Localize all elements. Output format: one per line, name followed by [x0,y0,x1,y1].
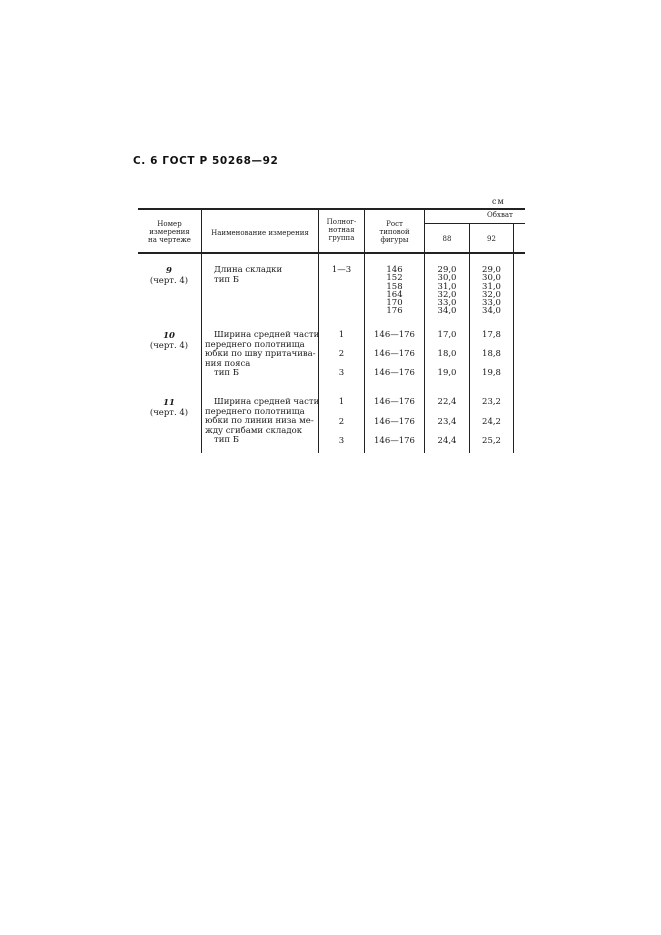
name-line: Ширина средней части [214,397,320,407]
row-11-number [138,398,200,418]
height-value: 146—176 [374,330,415,340]
girth-value: 33,0 [437,298,457,309]
row-9-girth-88 [425,266,469,316]
header-bottom-border [138,252,525,254]
name-line: переднего полотнища [205,406,305,417]
girth-value: 19,8 [482,368,501,378]
girth-value: 22,4 [437,397,457,407]
height-value: 152 [386,273,403,284]
height-value: 164 [386,289,403,300]
header-measurement-number [138,220,201,244]
group-value: 2 [338,417,345,427]
row-10-number [138,331,200,351]
girth-value: 34,0 [437,306,457,317]
drawing-ref: (черт. 4) [149,341,189,351]
girth-value: 34,0 [482,306,501,317]
name-line: юбки по линии низа ме- [205,416,314,426]
header-line: типовой [379,228,410,236]
girth-value: 24,4 [437,436,457,446]
header-line: нотная [328,226,355,234]
height-value: 176 [386,306,403,317]
height-value: 146—176 [374,397,415,407]
header-height-group [319,218,364,242]
height-value: 170 [386,298,403,309]
page-header: С. 6 ГОСТ Р 50268—92 [133,155,279,167]
girth-value: 23,4 [437,417,457,427]
girth-value: 18,8 [482,349,501,359]
girth-value: 17,0 [437,330,457,340]
name-line: тип Б [214,435,239,445]
name-line: Ширина средней части [214,330,320,340]
header-line: на чертеже [148,236,191,244]
name-line: тип Б [214,274,239,285]
girth-value: 31,0 [482,281,501,292]
group-value: 1 [338,397,345,407]
measurement-number: 9 [166,266,172,276]
height-value: 146—176 [374,368,415,378]
girth-value: 18,0 [437,349,457,359]
name-line: жду сгибами складок [205,425,303,436]
row-9-number [138,266,200,286]
header-line: Рост [386,220,403,228]
header-line: измерения [149,228,190,236]
name-line: тип Б [214,368,239,378]
row-9-heights [365,266,424,316]
name-line: Длина складки [214,265,283,275]
header-typical-height [365,220,424,244]
row-9-group: 1—3 [331,265,352,275]
row-11-name [205,398,319,446]
row-9-name [214,266,328,285]
col-divider-6 [513,224,514,453]
girth-value: 25,2 [482,436,501,446]
unit-label: см [492,197,505,206]
height-value: 146 [386,265,403,275]
girth-value: 32,0 [437,289,457,300]
header-girth-88: 88 [442,235,452,243]
girth-value: 31,0 [437,281,457,292]
name-line: переднего полотнища [205,339,305,350]
girth-subdivider [425,223,525,224]
height-value: 146—176 [374,417,415,427]
header-girth-92: 92 [487,235,496,243]
group-value: 3 [338,368,345,378]
measurement-number: 10 [163,331,175,341]
name-line: юбки по шву притачива- [205,349,316,359]
girth-value: 29,0 [437,265,457,275]
girth-value: 29,0 [482,265,501,275]
header-girth: Обхват [487,211,513,219]
measurement-number: 11 [163,398,175,408]
girth-value: 17,8 [482,330,501,340]
drawing-ref: (черт. 4) [149,276,189,286]
header-line: фигуры [380,236,409,244]
header-measurement-name: Наименование измерения [211,229,309,237]
drawing-ref: (черт. 4) [149,408,189,418]
girth-value: 24,2 [482,417,501,427]
girth-value: 30,0 [437,273,457,284]
height-value: 158 [386,281,403,292]
header-line: Полног- [326,218,357,226]
header-line: группа [328,234,355,242]
girth-value: 19,0 [437,368,457,378]
height-value: 146—176 [374,436,415,446]
group-value: 1 [338,330,345,340]
girth-value: 32,0 [482,289,501,300]
group-value: 2 [338,349,345,359]
col-divider-1 [201,209,202,453]
group-value: 3 [338,436,345,446]
row-10-name [205,331,319,379]
header-line: Номер [157,220,182,228]
name-line: ния пояса [205,358,251,369]
girth-value: 23,2 [482,397,501,407]
table-top-border [138,208,525,210]
height-value: 146—176 [374,349,415,359]
row-9-girth-92 [470,266,513,316]
girth-value: 30,0 [482,273,501,284]
girth-value: 33,0 [482,298,501,309]
